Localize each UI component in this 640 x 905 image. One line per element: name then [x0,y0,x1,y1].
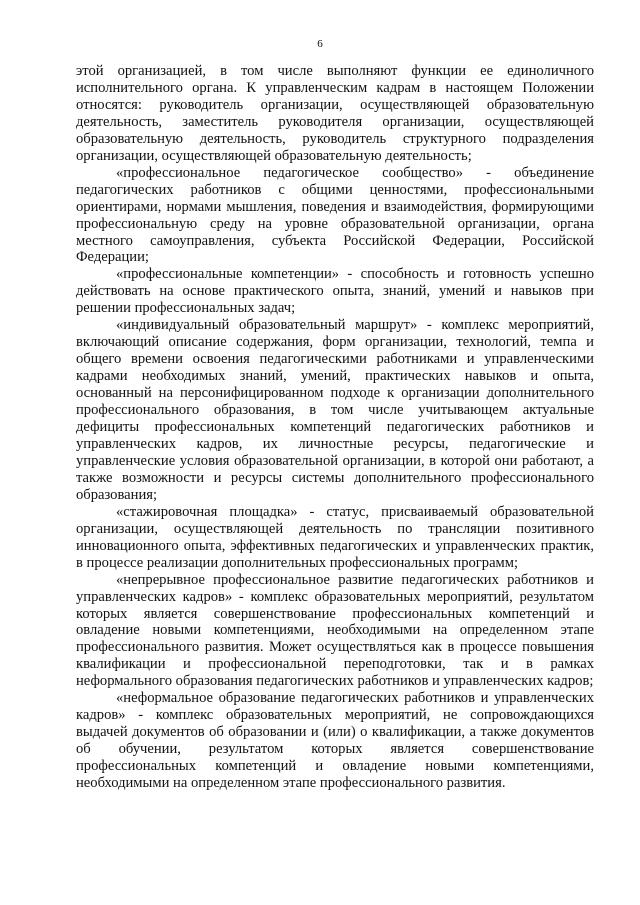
paragraph-informal-education: «неформальное образование педагогических работников и управленческих кадров» - комплекс образовательных мероприятий, не сопровождающихся выдачей документов об образовании и (или) о квалификации, а также документов об обучении, результатом которых является совершенствование профессиональных компетенций и овладение новыми компетенциями, необходимыми на определенном этапе профессионального развития. [76,690,594,792]
page-number: 6 [317,38,323,50]
paragraph-individual-route: «индивидуальный образовательный маршрут» - комплекс мероприятий, включающий описание содержания, форм организации, технологий, темпа и общего времени освоения педагогическими работниками и управленческими кадрами необходимых знаний, умений, практических навыков и опыта, основанный на персонифицированном подходе к организации дополнительного профессионального образования, в том числе учитывающем актуальные дефициты профессиональных компетенций педагогических работников и управленческих кадров, их личностные ресурсы, педагогические и управленческие условия образовательной организации, в которой они работают, а также возможности и ресурсы системы дополнительного профессионального образования; [76,317,594,503]
paragraph-professional-community: «профессиональное педагогическое сообщество» - объединение педагогических работников с общими ценностями, профессиональными ориентирами, нормами мышления, поведения и взаимодействия, формирующими профессиональную среду на уровне образовательной организации, органа местного самоуправления, субъекта Российской Федерации, Российской Федерации; [76,164,594,266]
paragraph-continuous-development: «непрерывное профессиональное развитие педагогических работников и управленческих кадров» - комплекс образовательных мероприятий, результатом которых является совершенствование профессиональных компетенций и овладение новыми компетенциями, необходимыми на определенном этапе профессионального развития. Может осуществляться как в процессе повышения квалификации и профессиональной переподготовки, так и в рамках неформального образования педагогических работников и управленческих кадров; [76,571,594,690]
paragraph-professional-competencies: «профессиональные компетенции» - способность и готовность успешно действовать на основе практического опыта, знаний, умений и навыков при решении профессиональных задач; [76,266,594,317]
paragraph-continuation: этой организацией, в том числе выполняют функции ее единоличного исполнительного органа. К управленческим кадрам в настоящем Положении относятся: руководитель организации, осуществляющей образовательную деятельность, заместитель руководителя организации, осуществляющей образовательную деятельность, руководитель структурного подразделения организации, осуществляющей образовательную деятельность; [76,63,594,164]
paragraph-internship-site: «стажировочная площадка» - статус, присваиваемый образовательной организации, осуществляющей деятельность по трансляции позитивного инновационного опыта, эффективных педагогических и управленческих практик, в процессе реализации дополнительных профессиональных программ; [76,503,594,571]
document-body [76,63,594,792]
